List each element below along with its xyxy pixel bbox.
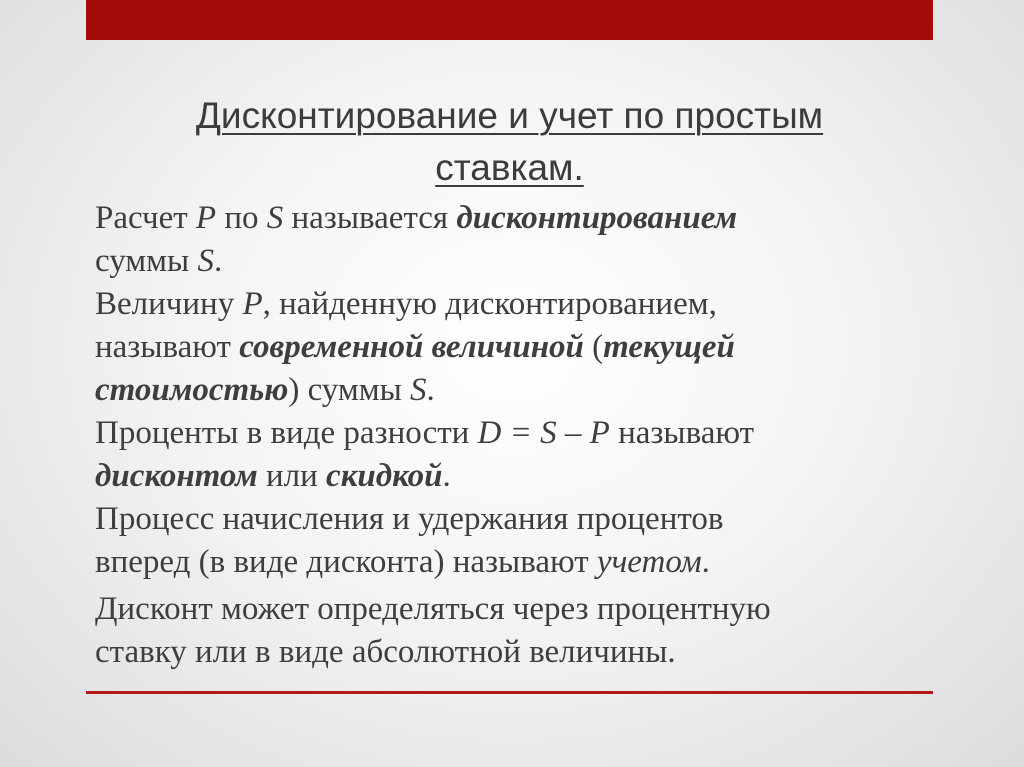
top-accent-bar — [86, 0, 933, 40]
text-fragment: . — [442, 458, 451, 494]
text-fragment: вперед (в виде дисконта) называют — [95, 544, 597, 580]
text-fragment: называется — [283, 200, 457, 236]
paragraph-discount-definition — [95, 412, 935, 498]
bottom-divider — [86, 691, 933, 694]
paragraph-present-value — [95, 283, 935, 412]
slide-title — [86, 90, 933, 194]
variable-p: P — [195, 200, 217, 236]
text-fragment: Величину — [95, 286, 243, 322]
variable-s: S — [197, 243, 214, 279]
text-fragment: Дисконт может определяться через процентную — [95, 591, 771, 627]
text-fragment: называют — [609, 415, 755, 451]
text-fragment: ставку или в виде абсолютной величины. — [95, 634, 676, 670]
formula-d-equals-s-minus-p: D = S – P — [477, 415, 610, 451]
text-fragment: называют — [95, 329, 240, 365]
variable-p: P — [242, 286, 263, 322]
text-fragment: Расчет — [95, 200, 196, 236]
text-fragment: Проценты в виде разности — [95, 415, 478, 451]
title-line-2: ставкам. — [435, 147, 584, 188]
term-rebate: скидкой — [326, 458, 443, 494]
paragraph-discount-determination — [95, 588, 935, 674]
term-discounting: дисконтированием — [456, 200, 738, 236]
text-fragment: Процесс начисления и удержания процентов — [95, 501, 724, 537]
term-accounting: учетом — [596, 544, 702, 580]
text-fragment: . — [213, 243, 223, 279]
term-present-value: современной величиной — [239, 329, 584, 365]
text-fragment: . — [701, 544, 710, 580]
term-value: стоимостью — [95, 372, 289, 408]
text-fragment: ) суммы — [288, 372, 411, 408]
variable-s: S — [266, 200, 284, 236]
text-fragment: суммы — [95, 243, 198, 279]
text-fragment: по — [216, 200, 267, 236]
text-fragment: . — [426, 372, 435, 408]
slide-body — [95, 197, 935, 674]
text-fragment: ( — [583, 329, 604, 365]
text-fragment: , найденную дисконтированием, — [262, 286, 717, 322]
paragraph-discounting-definition — [95, 197, 935, 283]
paragraph-accounting-definition — [95, 498, 935, 584]
title-line-1: Дисконтирование и учет по простым — [195, 95, 824, 136]
term-discount: дисконтом — [95, 458, 258, 494]
variable-s: S — [410, 372, 427, 408]
term-current: текущей — [603, 329, 735, 365]
text-fragment: или — [257, 458, 327, 494]
